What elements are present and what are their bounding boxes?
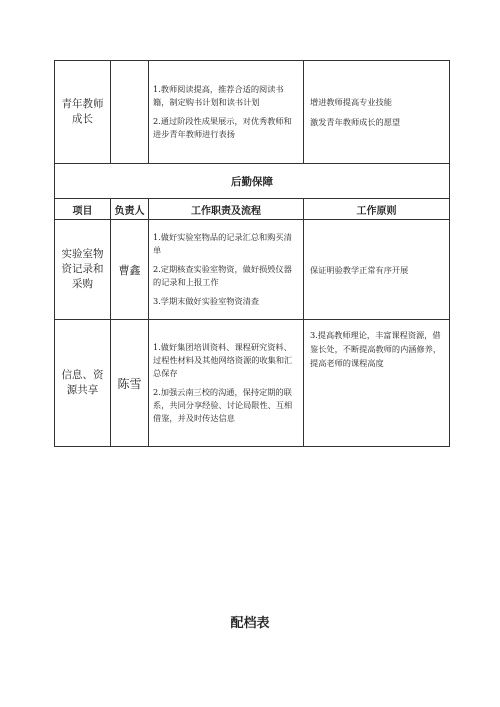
project-cell: 信息、资源共享 — [55, 320, 111, 447]
project-cell: 青年教师成长 — [55, 61, 111, 164]
principle-cell — [304, 220, 450, 320]
owner-cell: 曹鑫 — [111, 220, 149, 320]
principle-item: 增进教师提高专业技能 — [310, 97, 392, 107]
duties-cell — [149, 61, 304, 164]
header-project: 项目 — [55, 199, 111, 220]
header-duties: 工作职责及流程 — [149, 199, 304, 220]
duties-cell — [149, 220, 304, 320]
section-title: 后勤保障 — [55, 164, 450, 199]
principle-cell — [304, 320, 450, 447]
header-row — [55, 199, 450, 220]
duty-item: 1.做好实验室物品的记录汇总和购买清单 — [153, 232, 292, 255]
principle-item: 激发青年教师成长的愿望 — [310, 117, 401, 127]
principle-cell — [304, 61, 450, 164]
owner-cell: 陈雪 — [111, 320, 149, 447]
principle-item: 3.提高教师理论，丰富课程资源，借鉴长处，不断提高教师的内涵修养，提高老师的课程高度 — [310, 330, 442, 368]
document-title: 配档表 — [230, 616, 270, 631]
principle-item: 保证明验教学正常有序开展 — [310, 264, 409, 275]
table-row-lab — [55, 220, 450, 320]
project-cell: 实验室物资记录和采购 — [55, 220, 111, 320]
owner-cell-empty — [111, 61, 149, 164]
header-owner: 负责人 — [111, 199, 149, 220]
duty-item: 2.加强云南三校的沟通，保持定期的联系，共同分享经验、讨论局限性、互相借鉴，并及时传达信息 — [153, 387, 293, 423]
table-row-info — [55, 320, 450, 447]
section-title-row — [55, 164, 450, 199]
duty-item: 2.通过阶段性成果展示，对优秀教师和进步青年教师进行表扬 — [153, 116, 292, 139]
duties-cell — [149, 320, 304, 447]
work-plan-table — [54, 60, 450, 447]
duty-item: 1.做好集团培训资料、课程研究资料、过程性材料及其他网络资源的收集和汇总保存 — [153, 342, 293, 378]
duty-item: 1.教师阅读提高，推荐合适的阅读书籍，制定购书计划和读书计划 — [153, 84, 284, 107]
duty-item: 2.定期核查实验室物资，做好损毁仪器的记录和上报工作 — [153, 264, 292, 287]
duty-item: 3.学期末做好实验室物资清查 — [153, 296, 260, 306]
table-row-young-teacher — [55, 61, 450, 164]
header-principle: 工作原则 — [304, 199, 450, 220]
